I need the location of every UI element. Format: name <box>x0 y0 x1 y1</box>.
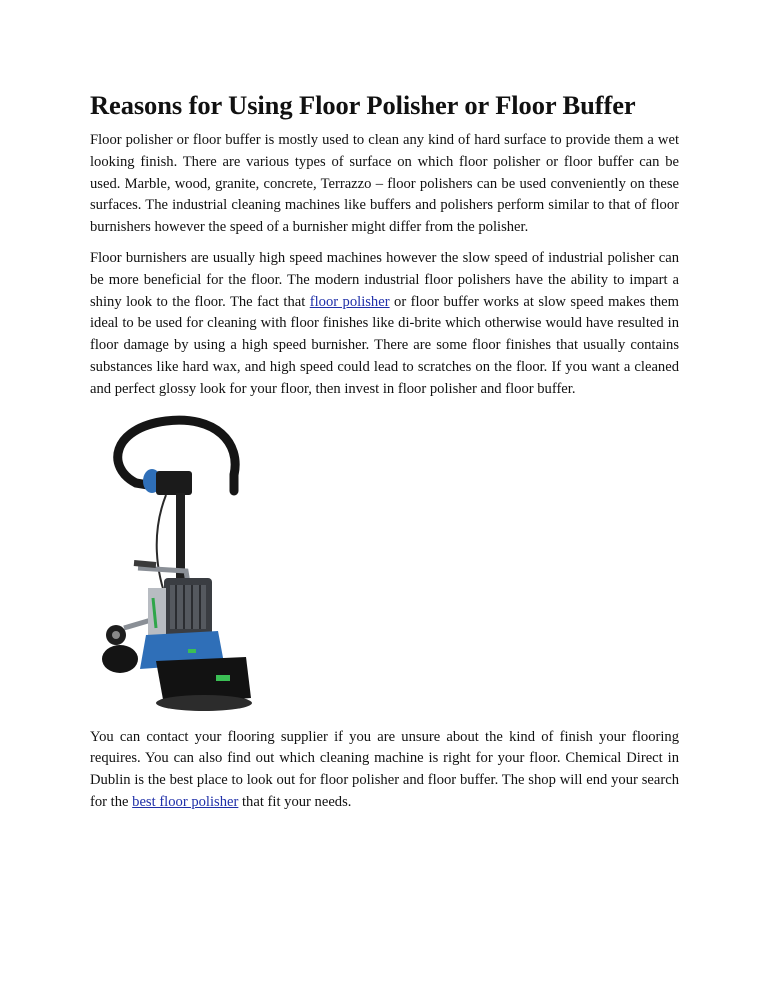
paragraph-2-text-a: Floor burnishers are usually high speed machines however the slow speed of industrial polisher can be more beneficial for the floor. The modern industrial floor polishers have the ability to impart a shiny look to the floor. The fact that <box>90 249 679 310</box>
paragraph-3 <box>90 727 679 814</box>
article-title: Reasons for Using Floor Polisher or Floor Buffer <box>90 90 636 120</box>
paragraph-1: Floor polisher or floor buffer is mostly used to clean any kind of hard surface to provide them a wet looking finish. There are various types of surface on which floor polisher or floor buffer can be used. Marble, wood, granite, concrete, Terrazzo – floor polishers can be used conveniently on these surfaces. The industrial cleaning machines like buffers and polishers perform similar to that of floor burnishers however the speed of a burnisher might differ from the polisher. <box>90 132 679 236</box>
paragraph-3-text-a: You can contact your flooring supplier if you are unsure about the kind of finish your flooring requires. You can also find out which cleaning machine is right for your floor. Chemical Direct in Dublin is the best place to look out for floor polisher and floor buffer. The shop will end your search for the <box>90 728 679 810</box>
floor-polisher-machine-icon <box>96 413 262 713</box>
paragraph-3-text-b: that fit your needs. <box>238 793 352 810</box>
floor-polisher-link[interactable]: floor polisher <box>309 293 390 310</box>
paragraph-2 <box>90 248 679 401</box>
paragraph-2-text-b: or floor buffer works at slow speed makes them ideal to be used for cleaning with floor finishes like di-brite which otherwise would have resulted in floor damage by using a high speed burnisher. There are some floor finishes that usually contains substances like hard wax, and high speed could lead to scratches on the floor. If you want a cleaned and perfect glossy look for your floor, then invest in floor polisher and floor buffer. <box>90 293 679 397</box>
best-floor-polisher-link[interactable]: best floor polisher <box>132 793 239 810</box>
document-page <box>90 88 679 823</box>
